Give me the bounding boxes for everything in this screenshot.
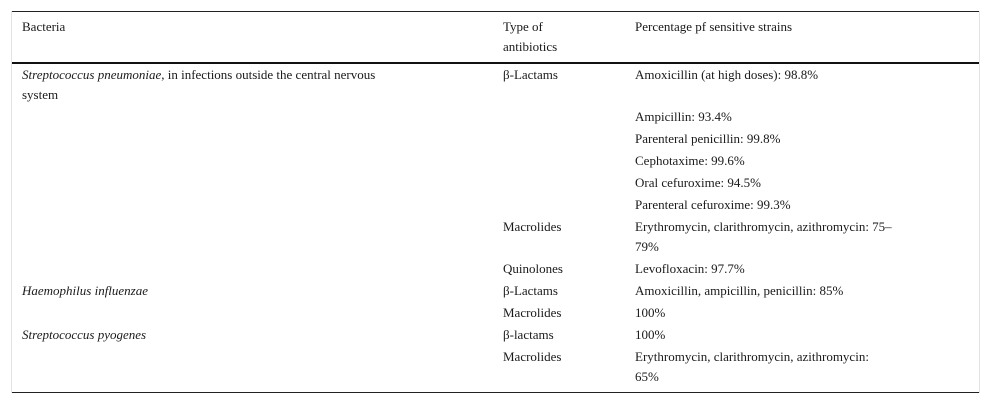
- sensitivity-value: Cephotaxime: 99.6%: [635, 153, 745, 168]
- bacteria-qualifier: , in infections outside the central nervous: [161, 67, 376, 82]
- sensitivity-value: Ampicillin: 93.4%: [635, 109, 732, 124]
- header-percentage: Percentage pf sensitive strains: [635, 19, 793, 34]
- antibiotic-type: Macrolides: [503, 349, 562, 364]
- bacteria-name: Haemophilus influenzae: [22, 283, 149, 298]
- antibiotic-type: β-Lactams: [503, 67, 558, 82]
- header-type-line1: Type of: [503, 19, 543, 34]
- antibiotic-type: Macrolides: [503, 219, 562, 234]
- bacteria-qualifier-line2: system: [22, 87, 59, 102]
- table-bottom-rule: [12, 392, 979, 393]
- header-type-line2: antibiotics: [503, 39, 558, 54]
- antibiotic-type: β-lactams: [503, 327, 554, 342]
- antibiotic-type: Macrolides: [503, 305, 562, 320]
- sensitivity-value: [635, 347, 955, 387]
- table-header-rule: [12, 62, 979, 64]
- sensitivity-value: Oral cefuroxime: 94.5%: [635, 175, 761, 190]
- sensitivity-line2: 65%: [635, 369, 659, 384]
- sensitivity-value: Levofloxacin: 97.7%: [635, 261, 745, 276]
- table-row-bacteria: [22, 65, 492, 105]
- sensitivity-value: Amoxicillin, ampicillin, penicillin: 85%: [635, 283, 844, 298]
- sensitivity-value: 100%: [635, 305, 666, 320]
- sensitivity-value: [635, 217, 955, 257]
- antibiotic-type: Quinolones: [503, 261, 563, 276]
- header-bacteria: Bacteria: [22, 19, 66, 34]
- bacteria-name: Streptococcus pyogenes: [22, 327, 147, 342]
- sensitivity-line1: Erythromycin, clarithromycin, azithromycin: 75–: [635, 219, 892, 234]
- header-type: [503, 17, 623, 57]
- table-top-rule: [12, 11, 979, 12]
- sensitivity-line2: 79%: [635, 239, 659, 254]
- sensitivity-value: Parenteral cefuroxime: 99.3%: [635, 197, 791, 212]
- sensitivity-value: Parenteral penicillin: 99.8%: [635, 131, 781, 146]
- bacteria-name: Streptococcus pneumoniae: [22, 67, 162, 82]
- antibiotic-type: β-Lactams: [503, 283, 558, 298]
- sensitivity-value: Amoxicillin (at high doses): 98.8%: [635, 67, 819, 82]
- sensitivity-table: [11, 11, 980, 393]
- sensitivity-line1: Erythromycin, clarithromycin, azithromycin:: [635, 349, 869, 364]
- sensitivity-value: 100%: [635, 327, 666, 342]
